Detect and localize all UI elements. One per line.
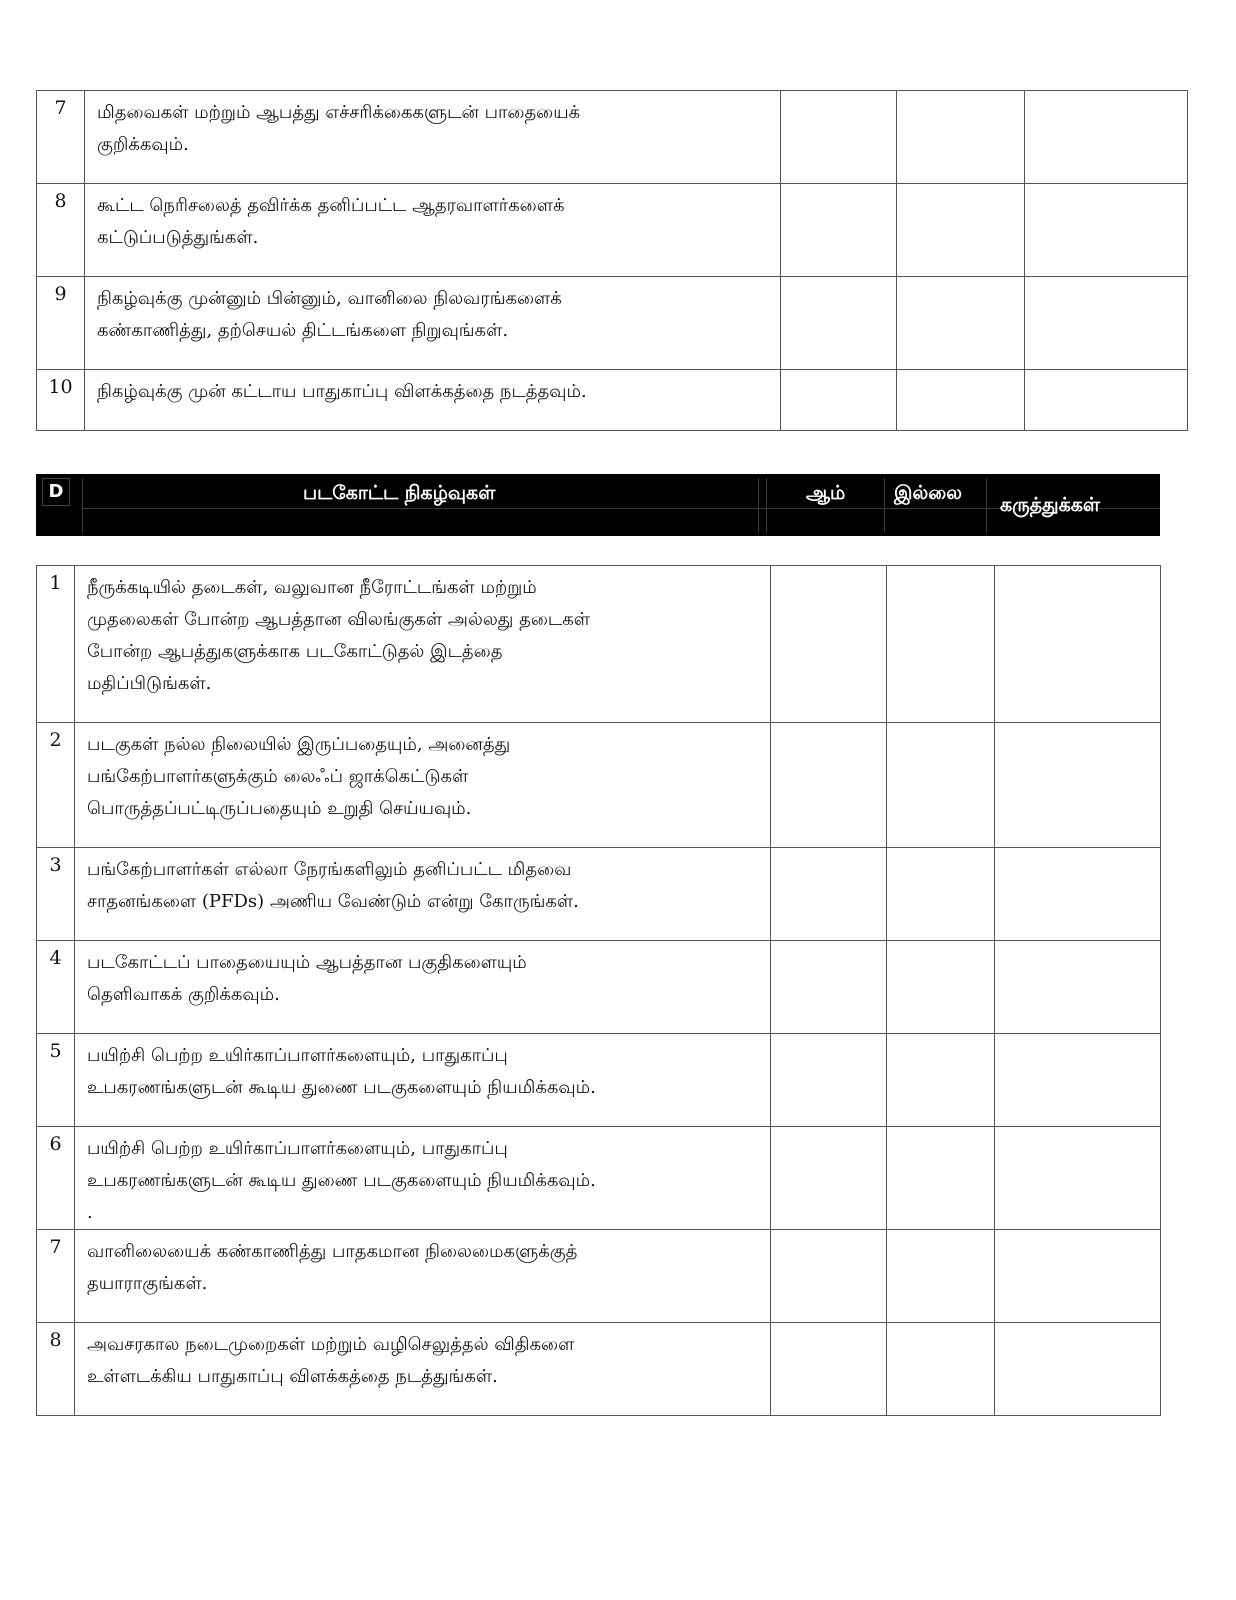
comments-cell[interactable] (995, 941, 1161, 1034)
table-row (37, 1323, 1161, 1416)
no-cell[interactable] (887, 848, 995, 941)
yes-cell[interactable] (771, 1127, 887, 1230)
table-row (37, 370, 1188, 431)
row-number: 5 (37, 1034, 75, 1127)
yes-cell[interactable] (771, 723, 887, 848)
yes-cell[interactable] (771, 566, 887, 723)
row-number: 8 (37, 184, 85, 277)
no-cell[interactable] (897, 184, 1025, 277)
checklist-table-section-c (36, 90, 1188, 431)
comments-cell[interactable] (995, 1323, 1161, 1416)
comments-cell[interactable] (995, 1034, 1161, 1127)
row-number: 8 (37, 1323, 75, 1416)
no-cell[interactable] (887, 1230, 995, 1323)
yes-cell[interactable] (771, 1323, 887, 1416)
no-cell[interactable] (887, 1127, 995, 1230)
row-number: 6 (37, 1127, 75, 1230)
row-number: 9 (37, 277, 85, 370)
yes-cell[interactable] (771, 848, 887, 941)
row-text: படகுகள் நல்ல நிலையில் இருப்பதையும், அனைத்து பங்கேற்பாளர்களுக்கும் லைஃப் ஜாக்கெட்டுகள் பொருத்தப்பட்டிருப்பதையும் உறுதி செய்யவும். (87, 734, 511, 819)
row-text: நிகழ்வுக்கு முன் கட்டாய பாதுகாப்பு விளக்கத்தை நடத்தவும். (97, 381, 587, 402)
no-cell[interactable] (897, 370, 1025, 431)
yes-cell[interactable] (781, 370, 897, 431)
table-row (37, 277, 1188, 370)
yes-cell[interactable] (771, 1034, 887, 1127)
column-header-comments: கருத்துக்கள் (1000, 494, 1101, 516)
row-number: 10 (37, 370, 85, 431)
yes-cell[interactable] (771, 1230, 887, 1323)
row-text: பங்கேற்பாளர்கள் எல்லா நேரங்களிலும் தனிப்பட்ட மிதவை சாதனங்களை (PFDs) அணிய வேண்டும் என்று கோருங்கள். (87, 859, 579, 912)
no-cell[interactable] (887, 1323, 995, 1416)
section-letter: D (42, 478, 70, 506)
comments-cell[interactable] (1025, 370, 1188, 431)
row-text: வானிலையைக் கண்காணித்து பாதகமான நிலைமைகளுக்குத் தயாராகுங்கள். (87, 1241, 578, 1294)
section-d-header (36, 474, 1160, 536)
table-row (37, 91, 1188, 184)
row-text: பயிற்சி பெற்ற உயிர்காப்பாளர்களையும், பாதுகாப்பு உபகரணங்களுடன் கூடிய துணை படகுகளையும் நியமிக்கவும். . (87, 1138, 596, 1223)
row-number: 3 (37, 848, 75, 941)
column-header-no: இல்லை (894, 482, 963, 504)
no-cell[interactable] (887, 723, 995, 848)
row-text: படகோட்டப் பாதையையும் ஆபத்தான பகுதிகளையும் தெளிவாகக் குறிக்கவும். (87, 952, 527, 1005)
column-header-yes: ஆம் (806, 482, 846, 504)
table-row (37, 848, 1161, 941)
comments-cell[interactable] (1025, 277, 1188, 370)
yes-cell[interactable] (781, 277, 897, 370)
row-number: 2 (37, 723, 75, 848)
row-text: பயிற்சி பெற்ற உயிர்காப்பாளர்களையும், பாதுகாப்பு உபகரணங்களுடன் கூடிய துணை படகுகளையும் நியமிக்கவும். (87, 1045, 596, 1098)
row-number: 1 (37, 566, 75, 723)
section-title: படகோட்ட நிகழ்வுகள் (303, 482, 496, 504)
table-row (37, 1034, 1161, 1127)
table-row (37, 566, 1161, 723)
comments-cell[interactable] (995, 723, 1161, 848)
yes-cell[interactable] (781, 91, 897, 184)
row-number: 7 (37, 1230, 75, 1323)
table-row (37, 941, 1161, 1034)
row-text: அவசரகால நடைமுறைகள் மற்றும் வழிசெலுத்தல் விதிகளை உள்ளடக்கிய பாதுகாப்பு விளக்கத்தை நடத்துங்கள். (87, 1334, 575, 1387)
table-row (37, 184, 1188, 277)
table-row (37, 723, 1161, 848)
row-text: கூட்ட நெரிசலைத் தவிர்க்க தனிப்பட்ட ஆதரவாளர்களைக் கட்டுப்படுத்துங்கள். (97, 195, 565, 248)
row-number: 4 (37, 941, 75, 1034)
row-number: 7 (37, 91, 85, 184)
checklist-table-section-d (36, 565, 1161, 1416)
yes-cell[interactable] (771, 941, 887, 1034)
comments-cell[interactable] (995, 566, 1161, 723)
table-row (37, 1230, 1161, 1323)
comments-cell[interactable] (1025, 91, 1188, 184)
table-row (37, 1127, 1161, 1230)
comments-cell[interactable] (995, 848, 1161, 941)
no-cell[interactable] (887, 1034, 995, 1127)
no-cell[interactable] (887, 941, 995, 1034)
comments-cell[interactable] (995, 1230, 1161, 1323)
row-text: நிகழ்வுக்கு முன்னும் பின்னும், வானிலை நிலவரங்களைக் கண்காணித்து, தற்செயல் திட்டங்களை நிறுவுங்கள். (97, 288, 562, 341)
yes-cell[interactable] (781, 184, 897, 277)
row-text: மிதவைகள் மற்றும் ஆபத்து எச்சரிக்கைகளுடன் பாதையைக் குறிக்கவும். (97, 102, 581, 155)
comments-cell[interactable] (995, 1127, 1161, 1230)
no-cell[interactable] (897, 91, 1025, 184)
comments-cell[interactable] (1025, 184, 1188, 277)
no-cell[interactable] (897, 277, 1025, 370)
row-text: நீருக்கடியில் தடைகள், வலுவான நீரோட்டங்கள் மற்றும் முதலைகள் போன்ற ஆபத்தான விலங்குகள் அல்லது தடைகள் போன்ற ஆபத்துகளுக்காக படகோட்டுதல் இடத்தை மதிப்பிடுங்கள். (87, 577, 590, 694)
no-cell[interactable] (887, 566, 995, 723)
